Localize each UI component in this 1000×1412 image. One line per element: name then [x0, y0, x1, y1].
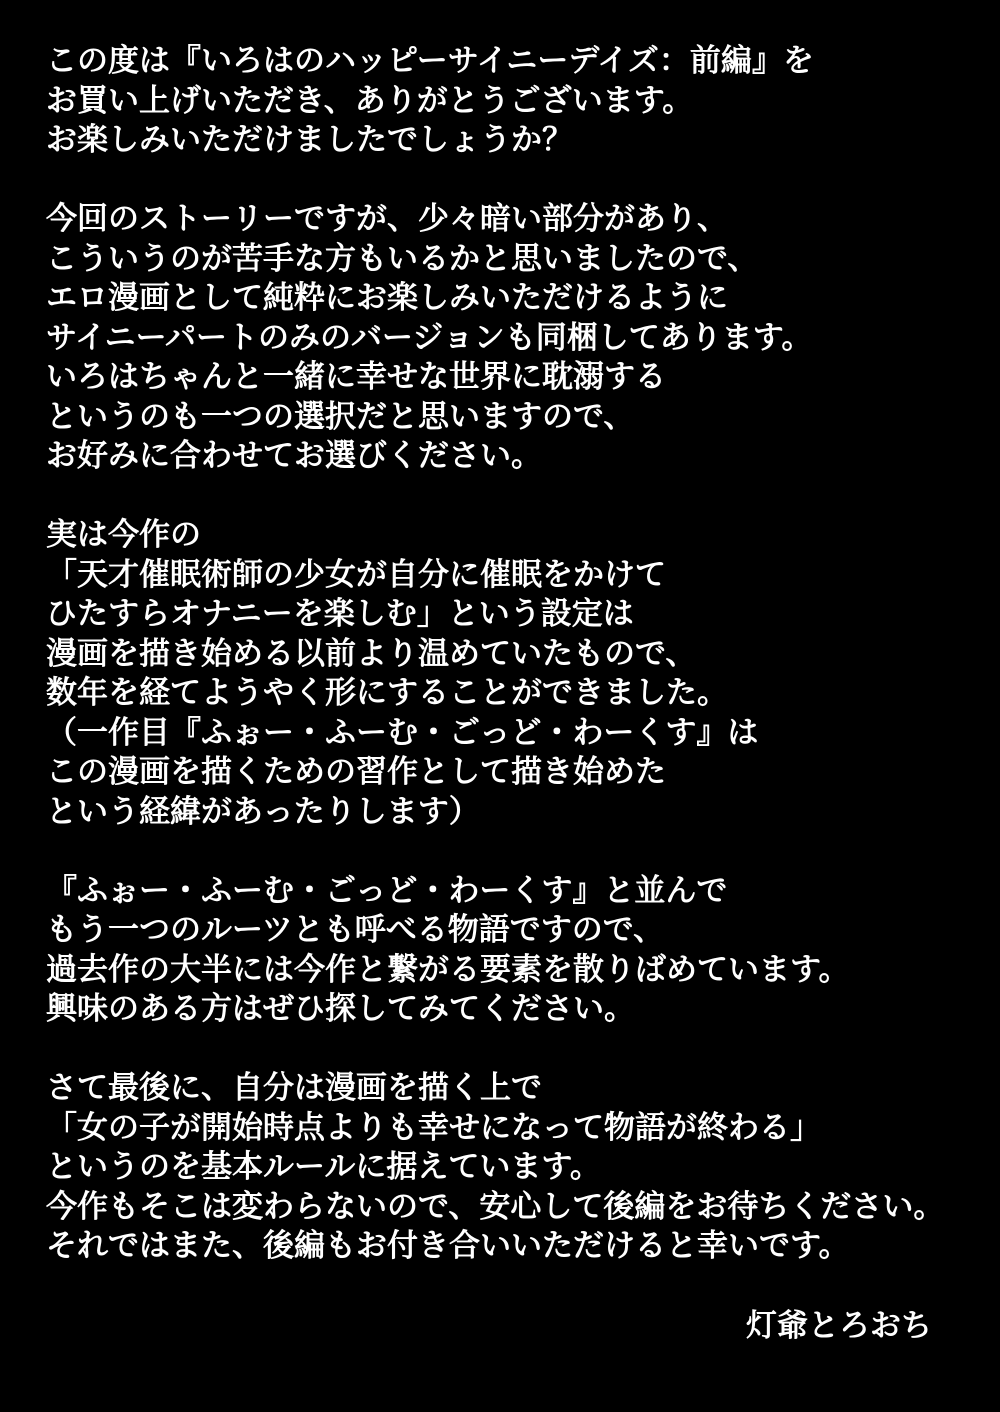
text-line: 『ふぉー・ふーむ・ごっど・わーくす』と並んで — [46, 872, 728, 909]
text-line: 今作もそこは変わらないので、安心して後編をお待ちください。 — [46, 1188, 945, 1225]
paragraph-closing — [46, 1069, 960, 1267]
text-line: （一作目『ふぉー・ふーむ・ごっど・わーくす』は — [46, 714, 759, 751]
text-line: 実は今作の — [46, 517, 201, 553]
text-line: もう一つのルーツとも呼べる物語ですので、 — [46, 912, 665, 948]
text-line: というのを基本ルールに据えています。 — [46, 1149, 601, 1185]
text-line: 過去作の大半には今作と繋がる要素を散りばめています。 — [46, 951, 850, 988]
paragraph-story-note — [46, 200, 960, 477]
text-line: 数年を経てようやく形にすることができました。 — [46, 675, 728, 711]
author-signature: 灯爺とろおち — [746, 1307, 932, 1344]
text-line: ひたすらオナニーを楽しむ」という設定は — [46, 596, 634, 632]
text-line: 「女の子が開始時点よりも幸せになって物語が終わる」 — [46, 1109, 821, 1146]
text-line: 興味のある方はぜひ探してみてください。 — [46, 991, 635, 1027]
paragraph-roots — [46, 872, 960, 1030]
text-line: お楽しみいただけましたでしょうか？ — [46, 122, 573, 158]
text-line: サイニーパートのみのバージョンも同梱してあります。 — [46, 319, 813, 356]
text-line: いろはちゃんと一緒に幸せな世界に耽溺する — [46, 359, 666, 395]
text-line: この漫画を描くための習作として描き始めた — [46, 754, 666, 790]
text-line: 漫画を描き始める以前より温めていたもので、 — [46, 635, 697, 672]
text-line: 「天才催眠術師の少女が自分に催眠をかけて — [46, 556, 666, 593]
paragraph-concept-origin — [46, 516, 960, 832]
text-line: それではまた、後編もお付き合いいただけると幸いです。 — [46, 1228, 850, 1264]
paragraph-greeting — [46, 42, 960, 161]
text-line: というのも一つの選択だと思いますので、 — [46, 398, 635, 435]
text-line: この度は『いろはのハッピーサイニーデイズ：前編』を — [46, 43, 814, 79]
text-line: こういうのが苦手な方もいるかと思いましたので、 — [46, 240, 759, 277]
text-line: お買い上げいただき、ありがとうございます。 — [46, 82, 694, 119]
text-line: エロ漫画として純粋にお楽しみいただけるように — [46, 280, 728, 316]
text-line: という経緯があったりします） — [46, 793, 480, 830]
text-line: 今回のストーリーですが、少々暗い部分があり、 — [46, 201, 728, 237]
text-line: さて最後に、自分は漫画を描く上で — [46, 1070, 542, 1106]
text-line: お好みに合わせてお選びください。 — [46, 438, 542, 474]
